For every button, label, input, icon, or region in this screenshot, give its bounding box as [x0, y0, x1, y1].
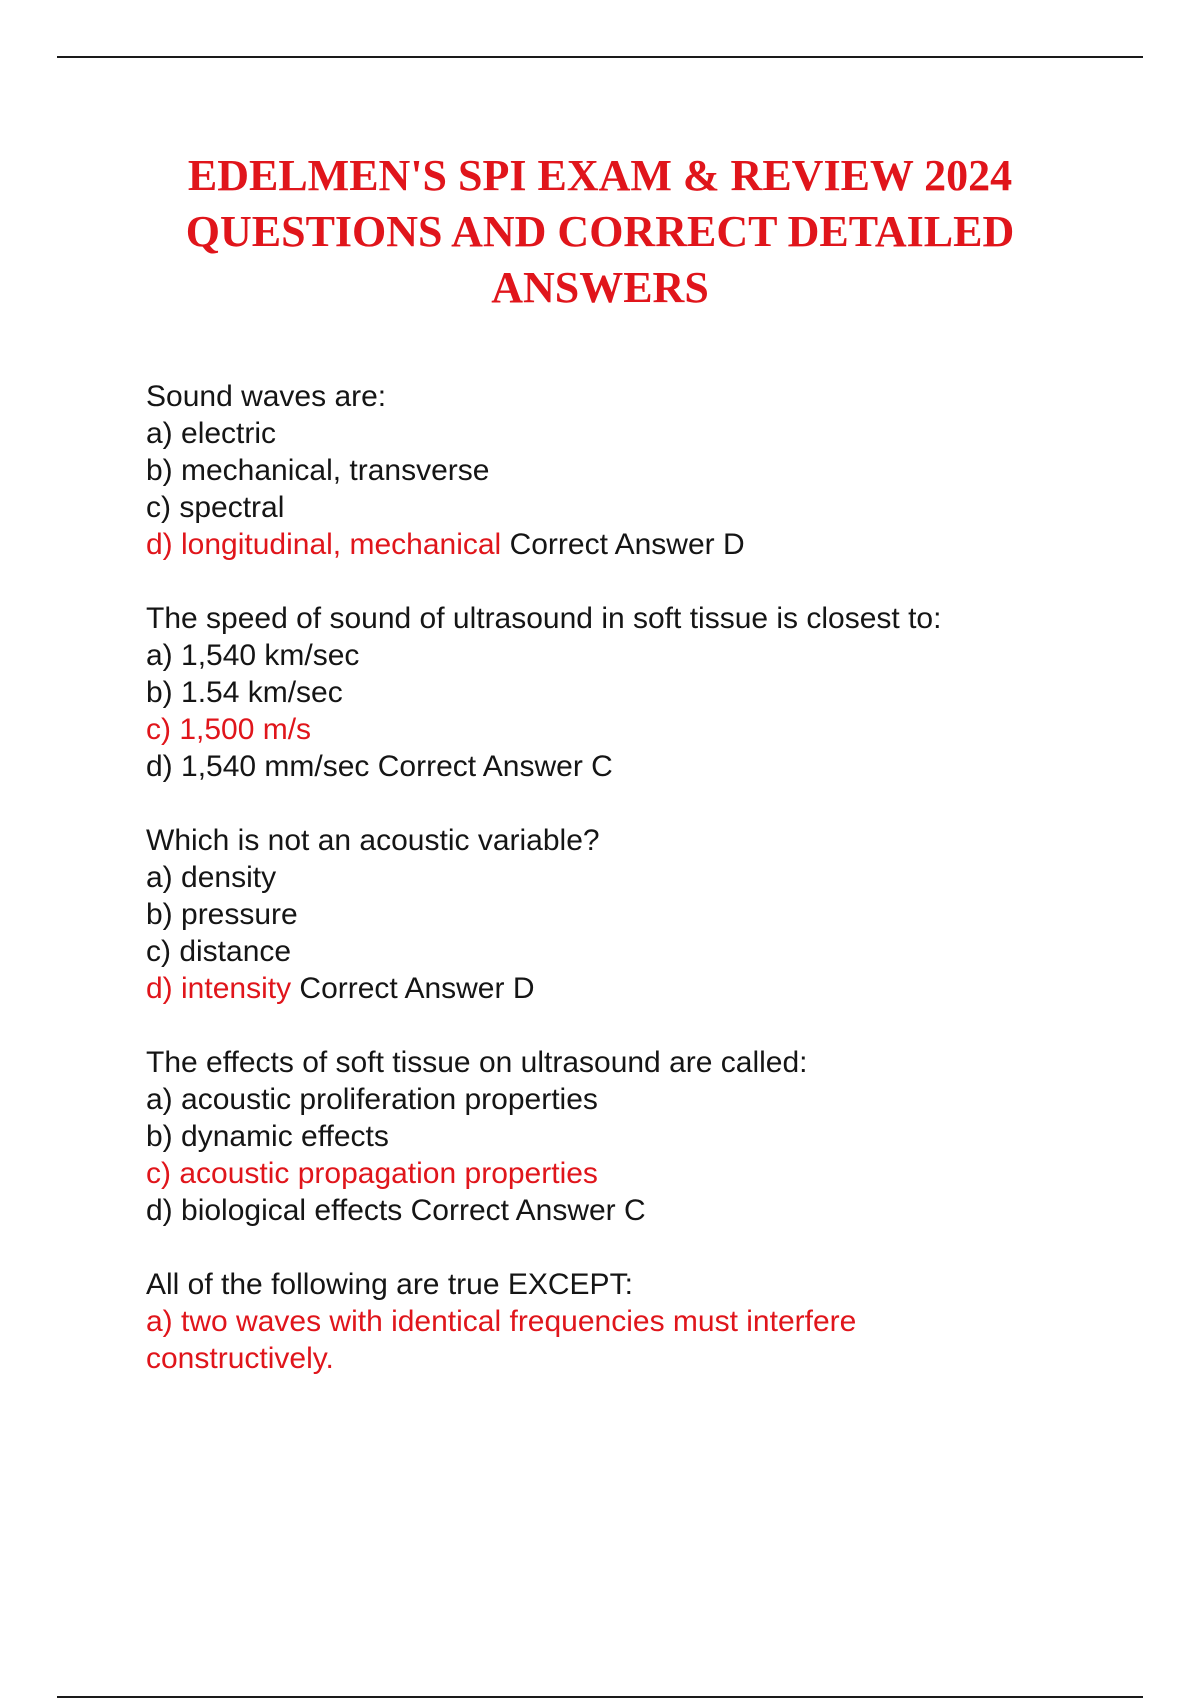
question-prompt: Sound waves are:	[146, 380, 387, 413]
question-prompt: The speed of sound of ultrasound in soft tissue is closest to:	[146, 602, 942, 635]
option-a-correct: a) two waves with identical frequencies must interfere constructively.	[146, 1305, 857, 1375]
option-d-line	[146, 748, 1046, 785]
option-d-line	[146, 970, 1046, 1007]
correct-answer-label: Correct Answer C	[410, 1194, 646, 1227]
option-a: a) 1,540 km/sec	[146, 639, 360, 672]
option-d: d) biological effects	[146, 1194, 403, 1227]
option-c-correct: c) 1,500 m/s	[146, 713, 312, 746]
question-prompt: All of the following are true EXCEPT:	[146, 1268, 633, 1301]
question-3	[146, 822, 1046, 1007]
option-c: c) distance	[146, 935, 292, 968]
option-c: c) spectral	[146, 491, 285, 524]
question-prompt: Which is not an acoustic variable?	[146, 824, 600, 857]
option-a: a) acoustic proliferation properties	[146, 1083, 598, 1116]
correct-answer-label: Correct Answer D	[299, 972, 535, 1005]
option-b: b) 1.54 km/sec	[146, 676, 343, 709]
title-line-3: ANSWERS	[491, 263, 709, 312]
question-1	[146, 378, 1046, 563]
option-a: a) electric	[146, 417, 277, 450]
top-rule	[57, 56, 1143, 58]
option-d-line	[146, 526, 1046, 563]
option-c-correct: c) acoustic propagation properties	[146, 1157, 598, 1190]
option-b: b) dynamic effects	[146, 1120, 389, 1153]
bottom-rule	[57, 1696, 1143, 1698]
option-b: b) mechanical, transverse	[146, 454, 490, 487]
option-d: d) 1,540 mm/sec	[146, 750, 370, 783]
option-d-correct: d) longitudinal, mechanical	[146, 528, 502, 561]
question-5	[146, 1266, 1046, 1377]
title-line-2: QUESTIONS AND CORRECT DETAILED	[185, 207, 1015, 256]
question-4	[146, 1044, 1046, 1229]
correct-answer-label: Correct Answer D	[509, 528, 745, 561]
option-a: a) density	[146, 861, 277, 894]
option-d-correct: d) intensity	[146, 972, 292, 1005]
questions-list	[146, 378, 1046, 1414]
document-title	[100, 148, 1100, 316]
question-prompt: The effects of soft tissue on ultrasound are called:	[146, 1046, 808, 1079]
title-line-1: EDELMEN'S SPI EXAM & REVIEW 2024	[187, 151, 1013, 200]
option-b: b) pressure	[146, 898, 298, 931]
option-d-line	[146, 1192, 1046, 1229]
question-2	[146, 600, 1046, 785]
correct-answer-label: Correct Answer C	[377, 750, 613, 783]
